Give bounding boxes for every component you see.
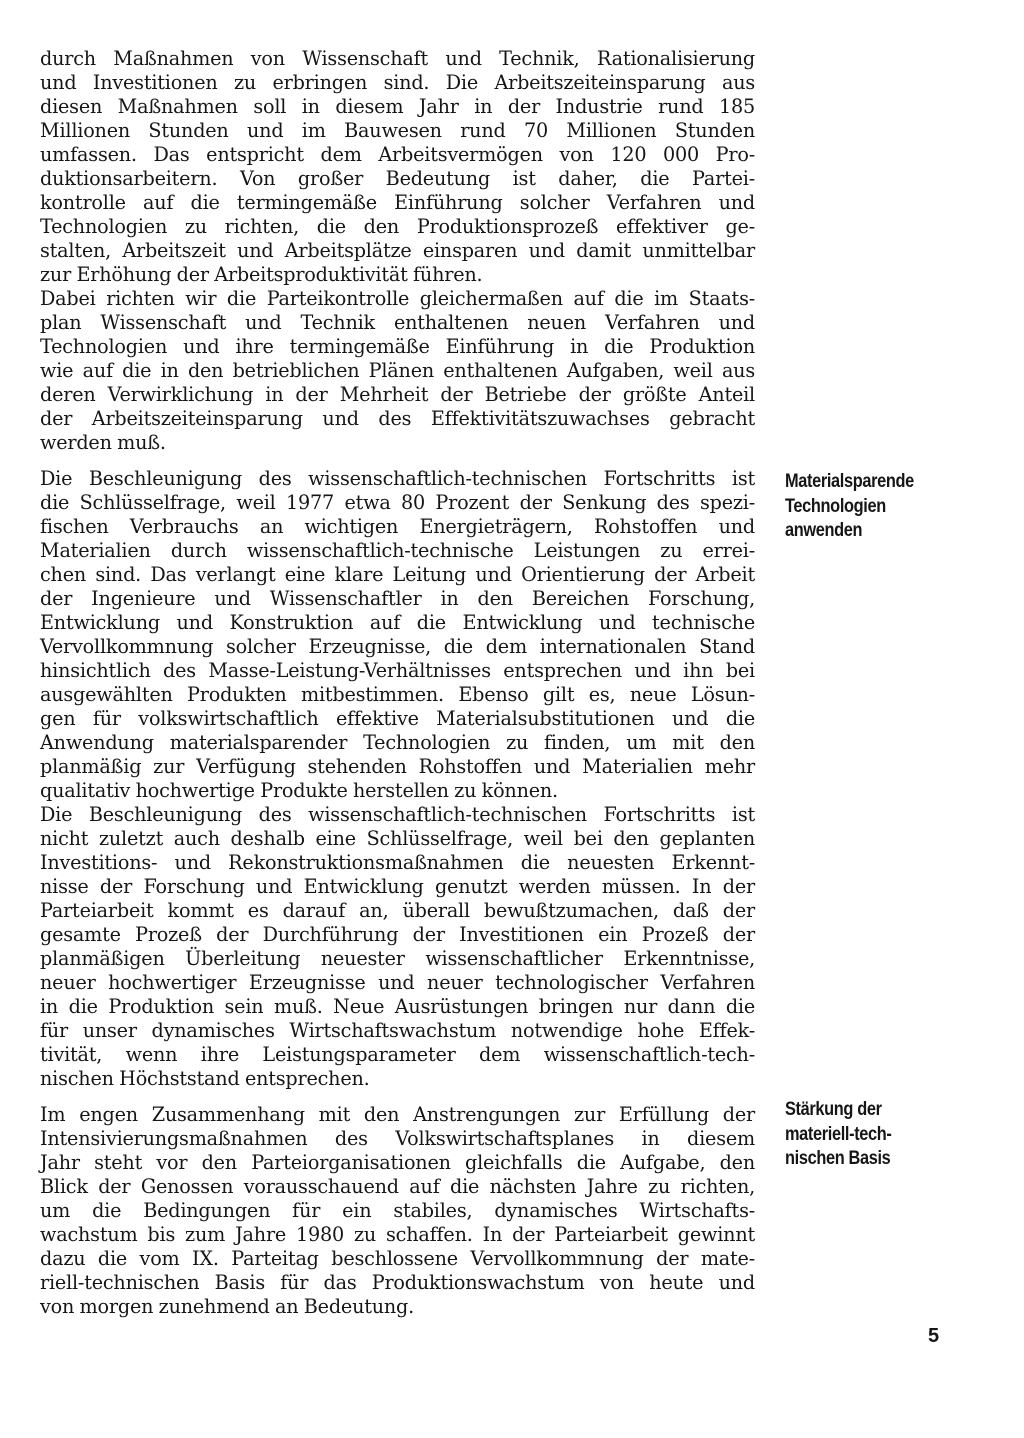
text-line: plan Wissenschaft und Technik enthaltenen neuen Verfahren und [40, 311, 755, 334]
text-line: qualitativ hochwertige Produkte herstellen zu können. [40, 779, 558, 802]
text-line: riell-technischen Basis für das Produktionswachstum von heute und [40, 1271, 755, 1294]
text-line: planmäßigen Überleitung neuester wissenschaftlicher Erkenntnisse, [40, 947, 755, 970]
margin-note-line: anwenden [785, 520, 863, 541]
margin-note-line: Technologien [785, 495, 886, 517]
text-line: wachstum bis zum Jahre 1980 zu schaffen. In der Parteiarbeit gewinnt [40, 1223, 755, 1246]
margin-note [785, 470, 957, 544]
text-line: und Investitionen zu erbringen sind. Die Arbeitszeiteinsparung aus [40, 71, 755, 94]
text-line: von morgen zunehmend an Bedeutung. [40, 1295, 415, 1318]
text-line: planmäßig zur Verfügung stehenden Rohstoffen und Materialien mehr [40, 755, 755, 778]
margin-note [785, 1098, 957, 1172]
margin-note-line: materiell-tech- [785, 1123, 892, 1145]
text-line: umfassen. Das entspricht dem Arbeitsvermögen von 120 000 Pro- [40, 143, 755, 166]
text-line: durch Maßnahmen von Wissenschaft und Technik, Rationalisierung [40, 47, 755, 70]
text-line: gen für volkswirtschaftlich effektive Materialsubstitutionen und die [40, 707, 755, 730]
text-line: chen sind. Das verlangt eine klare Leitung und Orientierung der Arbeit [40, 563, 755, 586]
margin-note-line: Materialsparende [785, 471, 914, 492]
text-line: für unser dynamisches Wirtschaftswachstum notwendige hohe Effek- [40, 1019, 755, 1042]
text-line: Dabei richten wir die Parteikontrolle gleichermaßen auf die im Staats- [40, 287, 755, 310]
text-line: dazu die vom IX. Parteitag beschlossene Vervollkommnung der mate- [40, 1247, 755, 1270]
text-line: nischen Höchststand entsprechen. [40, 1067, 370, 1090]
text-line: Intensivierungsmaßnahmen des Volkswirtschaftsplanes in diesem [40, 1127, 755, 1150]
text-line: nisse der Forschung und Entwicklung genutzt werden müssen. In der [40, 875, 755, 898]
text-line: ausgewählten Produkten mitbestimmen. Ebenso gilt es, neue Lösun- [40, 683, 755, 706]
text-line: diesen Maßnahmen soll in diesem Jahr in der Industrie rund 185 [40, 95, 755, 118]
text-line: um die Bedingungen für ein stabiles, dynamisches Wirtschafts- [40, 1199, 755, 1222]
text-line: stalten, Arbeitszeit und Arbeitsplätze einsparen und damit unmittelbar [40, 239, 755, 262]
text-line: der Ingenieure und Wissenschaftler in den Bereichen Forschung, [40, 587, 755, 610]
text-line: zur Erhöhung der Arbeitsproduktivität führen. [40, 263, 483, 286]
text-line: Blick der Genossen vorausschauend auf die nächsten Jahre zu richten, [40, 1175, 755, 1198]
text-line: in die Produktion sein muß. Neue Ausrüstungen bringen nur dann die [40, 995, 755, 1018]
text-line: duktionsarbeitern. Von großer Bedeutung ist daher, die Partei- [40, 167, 755, 190]
text-line: Im engen Zusammenhang mit den Anstrengungen zur Erfüllung der [40, 1103, 755, 1126]
text-line: Die Beschleunigung des wissenschaftlich-technischen Fortschritts ist [40, 467, 755, 490]
text-line: Technologien und ihre termingemäße Einführung in die Produktion [40, 335, 755, 358]
text-line: Investitions- und Rekonstruktionsmaßnahmen die neuesten Erkennt- [40, 851, 755, 874]
text-line: Parteiarbeit kommt es darauf an, überall bewußtzumachen, daß der [40, 899, 755, 922]
page-number: 5 [928, 1325, 940, 1347]
text-line: Technologien zu richten, die den Produktionsprozeß effektiver ge- [40, 215, 755, 238]
text-line: neuer hochwertiger Erzeugnisse und neuer technologischer Verfahren [40, 971, 755, 994]
text-line: hinsichtlich des Masse-Leistung-Verhältnisses entsprechen und ihn bei [40, 659, 755, 682]
text-line: deren Verwirklichung in der Mehrheit der Betriebe der größte Anteil [40, 383, 755, 406]
text-line: wie auf die in den betrieblichen Plänen enthaltenen Aufgaben, weil aus [40, 359, 755, 382]
text-line: Anwendung materialsparender Technologien zu finden, um mit den [40, 731, 755, 754]
text-line: nicht zuletzt auch deshalb eine Schlüsselfrage, weil bei den geplanten [40, 827, 755, 850]
margin-note-line: Stärkung der [785, 1099, 882, 1120]
text-line: kontrolle auf die termingemäße Einführung solcher Verfahren und [40, 191, 755, 214]
text-line: Entwicklung und Konstruktion auf die Entwicklung und technische [40, 611, 755, 634]
margin-note-line: nischen Basis [785, 1148, 891, 1169]
text-line: Millionen Stunden und im Bauwesen rund 70 Millionen Stunden [40, 119, 755, 142]
text-line: werden muß. [40, 431, 166, 454]
text-line: Die Beschleunigung des wissenschaftlich-technischen Fortschritts ist [40, 803, 755, 826]
text-line: Materialien durch wissenschaftlich-technische Leistungen zu errei- [40, 539, 755, 562]
text-line: Vervollkommnung solcher Erzeugnisse, die dem internationalen Stand [40, 635, 755, 658]
text-line: der Arbeitszeiteinsparung und des Effektivitätszuwachses gebracht [40, 407, 755, 430]
text-line: fischen Verbrauchs an wichtigen Energieträgern, Rohstoffen und [40, 515, 755, 538]
text-line: tivität, wenn ihre Leistungsparameter dem wissenschaftlich-tech- [40, 1043, 755, 1066]
text-line: gesamte Prozeß der Durchführung der Investitionen ein Prozeß der [40, 923, 755, 946]
text-line: Jahr steht vor den Parteiorganisationen gleichfalls die Aufgabe, den [40, 1151, 755, 1174]
text-line: die Schlüsselfrage, weil 1977 etwa 80 Prozent der Senkung des spezi- [40, 491, 755, 514]
